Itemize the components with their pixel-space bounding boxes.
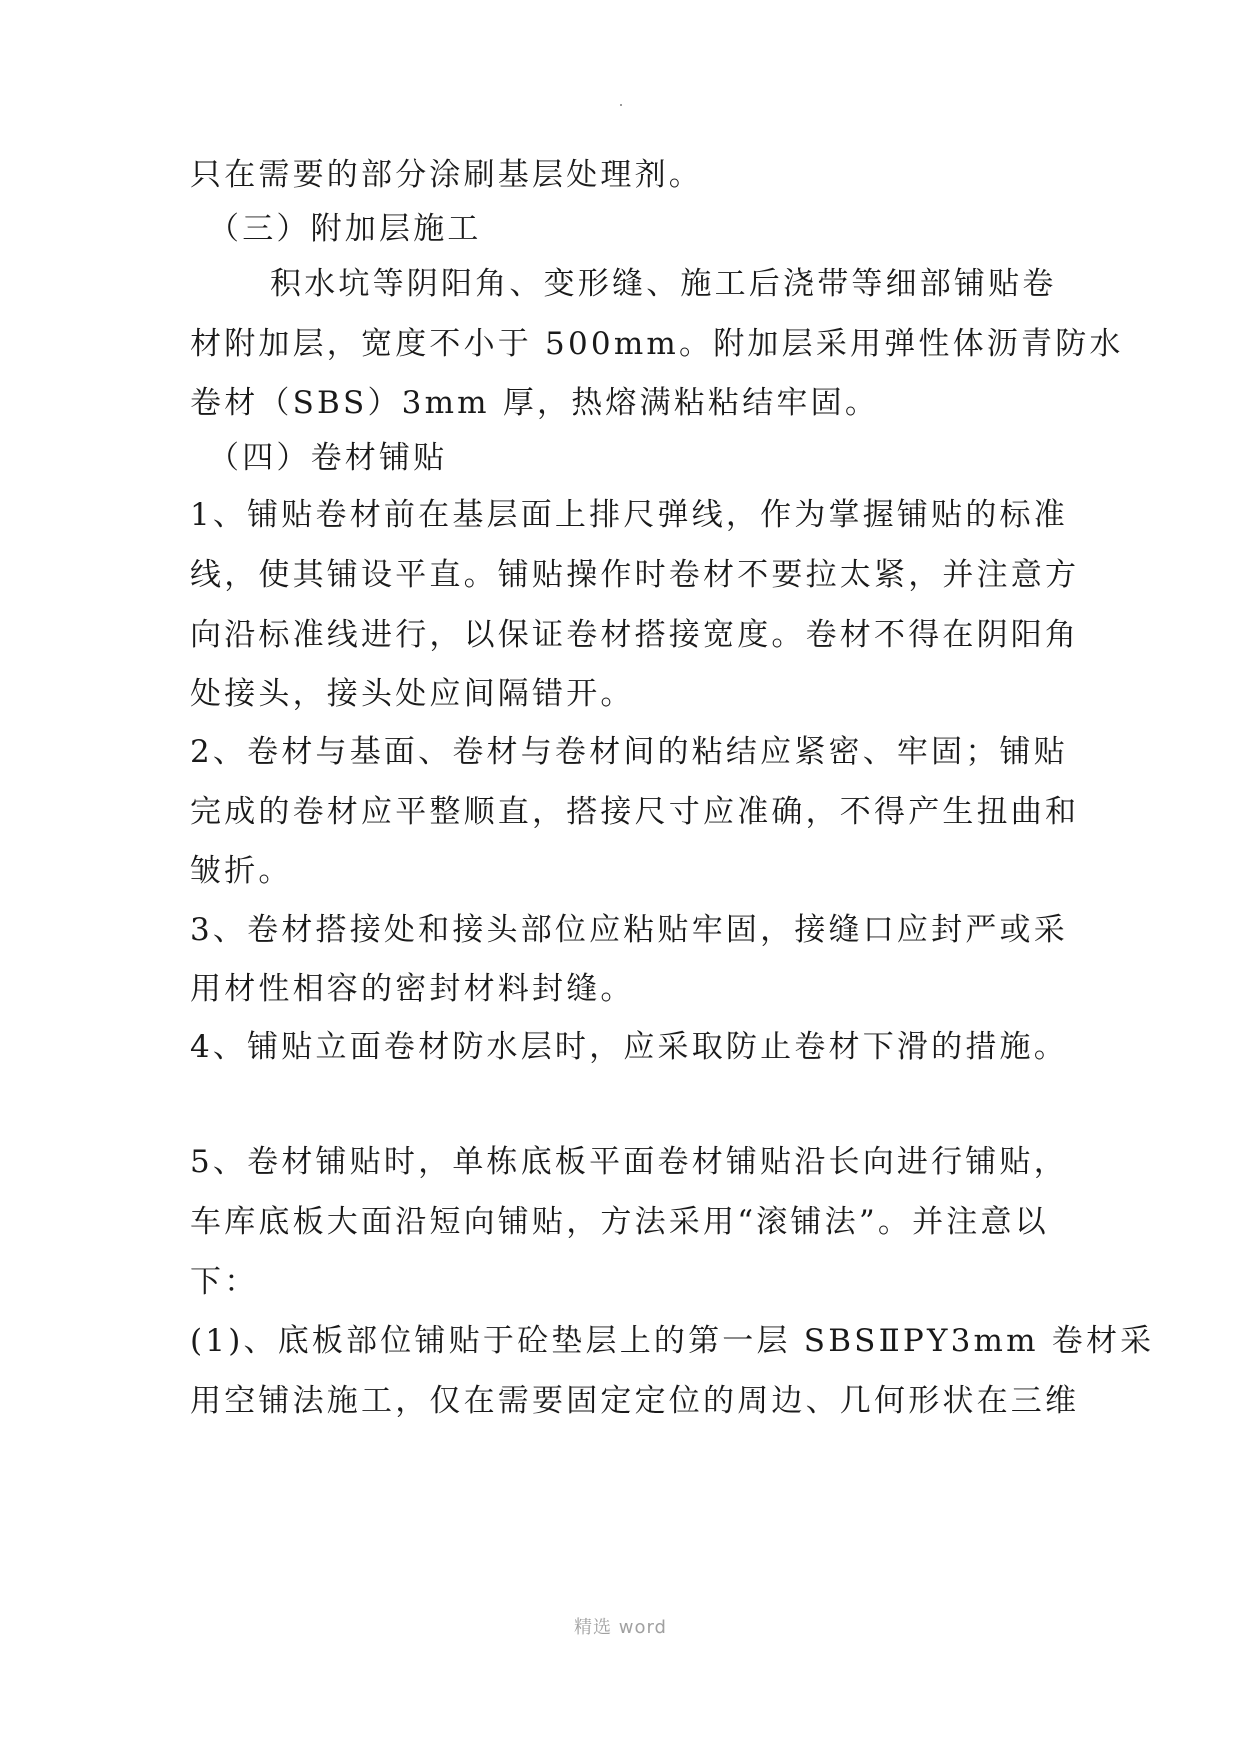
paragraph-line: 材附加层，宽度不小于 500mm。附加层采用弹性体沥青防水 — [190, 326, 1124, 362]
paragraph-line: 车库底板大面沿短向铺贴，方法采用“滚铺法”。并注意以 — [190, 1204, 1049, 1240]
paragraph-line: 1、铺贴卷材前在基层面上排尺弹线，作为掌握铺贴的标准 — [190, 497, 1068, 533]
paragraph-line: 卷材（SBS）3mm 厚，热熔满粘粘结牢固。 — [190, 385, 880, 421]
paragraph-line: (1)、底板部位铺贴于砼垫层上的第一层 SBSⅡPY3mm 卷材采 — [190, 1323, 1155, 1359]
paragraph-line: 处接头，接头处应间隔错开。 — [190, 676, 635, 712]
paragraph-line: 只在需要的部分涂刷基层处理剂。 — [190, 157, 703, 193]
paragraph-line: 用材性相容的密封材料封缝。 — [190, 971, 635, 1007]
paragraph-line: 积水坑等阴阳角、变形缝、施工后浇带等细部铺贴卷 — [270, 266, 1057, 302]
page-footer: 精选 word — [574, 1617, 667, 1638]
paragraph-line: 向沿标准线进行，以保证卷材搭接宽度。卷材不得在阴阳角 — [190, 617, 1080, 653]
header-mark — [620, 104, 622, 106]
section-heading: （四）卷材铺贴 — [208, 440, 448, 476]
paragraph-line: 2、卷材与基面、卷材与卷材间的粘结应紧密、牢固；铺贴 — [190, 734, 1068, 770]
paragraph-line: 皱折。 — [190, 853, 293, 889]
paragraph-line: 4、铺贴立面卷材防水层时，应采取防止卷材下滑的措施。 — [190, 1029, 1068, 1065]
paragraph-line: 用空铺法施工，仅在需要固定定位的周边、几何形状在三维 — [190, 1383, 1080, 1419]
paragraph-line: 下： — [190, 1264, 259, 1300]
section-heading: （三）附加层施工 — [208, 211, 482, 247]
paragraph-line: 3、卷材搭接处和接头部位应粘贴牢固，接缝口应封严或采 — [190, 912, 1068, 948]
paragraph-line: 5、卷材铺贴时，单栋底板平面卷材铺贴沿长向进行铺贴， — [190, 1144, 1068, 1180]
paragraph-line: 线，使其铺设平直。铺贴操作时卷材不要拉太紧，并注意方 — [190, 557, 1080, 593]
paragraph-line: 完成的卷材应平整顺直，搭接尺寸应准确，不得产生扭曲和 — [190, 794, 1080, 830]
